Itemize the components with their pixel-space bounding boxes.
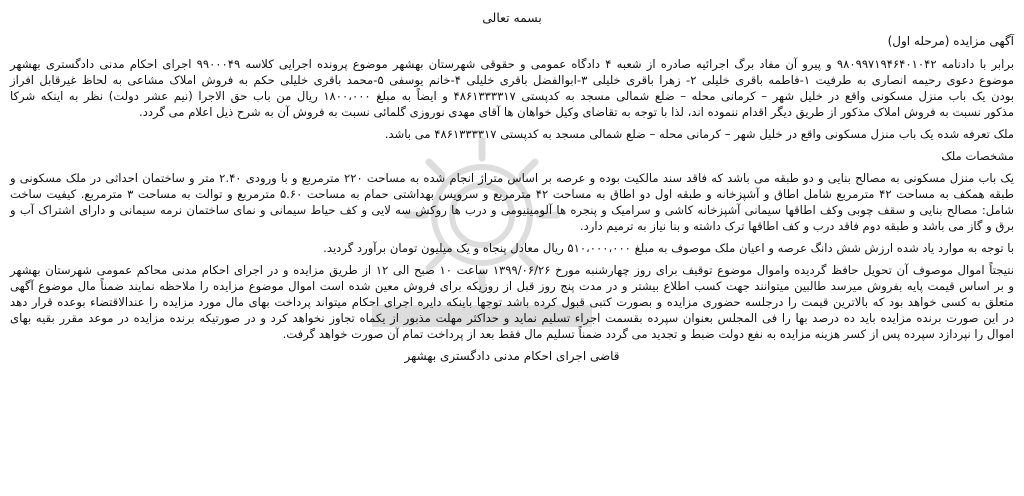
judge-signature: قاضی اجرای احکام مدنی دادگستری بهشهر (404, 349, 620, 363)
announcement-header: آگهی مزایده (مرحله اول) (887, 34, 1014, 48)
property-description: ملک تعرفه شده یک باب منزل مسکونی واقع در خلیل شهر – کرمانی محله – ضلع شمالی مسجد به کدپستی ۴۸۶۱۳۳۳۳۱۷ می باشد. (384, 127, 1014, 141)
valuation-statement: با توجه به موارد یاد شده ارزش شش دانگ عرصه و اعیان ملک موصوف به مبلغ ۵۱۰،۰۰۰،۰۰۰ ریال معادل پنجاه و یک میلیون تومان برآورد گردید. (323, 241, 1014, 255)
document-title: بسمه تعالی (482, 10, 542, 25)
paragraph-line: شامل: مصالح بنایی و سقف چوبی وکف اطاقها سیمانی آشپزخانه کاشی و سرامیک و پنجره ها آلومینیومی و درب ها روکش سه لایی و کف حیاط سیمانی و نمای ساختمان نرمه سیمانی و دارای اشتراک آب و (10, 203, 1014, 217)
paragraph-line: برق و گاز می باشد و طبقه دوم فاقد درب و کف اطاقها ترک داشته و بنا نیاز به ترمیم دارد. (579, 219, 1014, 233)
intro-paragraph (10, 56, 1014, 120)
paragraph-line: در این صورت برنده مزایده باید ده درصد بها را فی المجلس بعنوان سپرده بقسمت اجراء تسلیم نماید و حداکثر مهلت مذبور از یکماه تجاوز نخواهد کرد و در صورتیکه برنده مزایده در موعد مقرر بقیه بهای (10, 311, 1014, 325)
specs-paragraph (10, 170, 1014, 234)
paragraph-line: برابر با دادنامه ۹۸۰۹۹۷۱۹۴۶۴۰۱۰۴۲ و پیرو آن مفاد برگ اجرائیه صادره از شعبه ۴ دادگاه عمومی و حقوقی شهرستان بهشهر موضوع پرونده اجرایی کلاسه ۹۹۰۰۰۴۹ اجرای احکام مدنی دادگستری بهشهر (10, 57, 1014, 71)
paragraph-line: بودن یک باب منزل مسکونی واقع در خلیل شهر – کرمانی محله – ضلع شمالی مسجد به کدپستی ۴۸۶۱۳۳۳۳۱۷ و ایضاً به مبلغ ۱۸۰۰،۰۰۰ ریال من باب حق الاجرا (نیم عشر دولت) نظر به اینکه شرکا (10, 89, 1014, 103)
paragraph-line: مذکور نسبت به فروش املاک مذکور از طریق دیگر اقدام ننموده اند، لذا با توجه به تقاضای وکیل خواهان ها آقای مهدی نوروزی گلمائی نسبت به فروش آن به شرح ذیل اعلام می گردد. (139, 105, 1014, 119)
paragraph-line: موضوع دعوی رحیمه انصاری به طرفیت ۱-فاطمه باقری خلیلی ۲- زهرا باقری خلیلی ۳-ابوالفضل باقری خلیلی ۴-خانم یوسفی ۵-محمد باقری خلیلی حکم به فروش املاک مشاعی به لحاظ غیرقابل افراز (10, 73, 1014, 87)
paragraph-line: یک باب منزل مسکونی به مصالح بنایی و دو طبقه می باشد که فاقد سند مالکیت بوده و عرصه بر اساس متراژ انجام شده به مساحت ۲۲۰ مترمربع و با ورودی ۲.۴۰ متر و ساختمان احداثی در ملک مسکونی و (10, 171, 1014, 185)
paragraph-line: اموال را نپردازد سپرده پس از کسر هزینه مزایده به نفع دولت ضبط و تجدید می گردد ضمناً تسلیم مال فقط بعد از پرداخت تمام آن صورت خواهد گرفت. (282, 327, 1014, 341)
paragraph-line: طبقه همکف به مساحت ۴۲ مترمربع شامل اطاق و آشپزخانه و طبقه اول دو اطاق به مساحت ۴۲ مترمربع و سرویس بهداشتی حمام به مساحت ۵.۶۰ مترمربع و توالت به مساحت ۳ مترمربع. کیفیت ساخت (10, 187, 1014, 201)
paragraph-line: و بر اساس قیمت پایه بفروش میرسد طالبین میتوانند جهت کسب اطلاع بیشتر و در مدت پنج روز قبل از روزیکه برای فروش معین شده است اموال موضوع مزایده را ملاحظه نمایند ضمناً مال موضوع آگهی (10, 279, 1014, 293)
paragraph-line: متعلق به کسی خواهد بود که بالاترین قیمت را درجلسه حضوری مزایده و بصورت کتبی قبول کرده باشد توجها باینکه دایره اجرای احکام میتواند پرداخت بهای مال مورد مزایده را عندالاقتضاء بوعده قرار دهد (10, 295, 1014, 309)
paragraph-line: نتیجتاً اموال موصوف آن تحویل حافظ گردیده واموال موضوع توقیف برای روز چهارشنبه مورخ ۱۳۹۹/۰۶/۲۶ ساعت ۱۰ صبح الی ۱۲ از طریق مزایده و در اجرای احکام مدنی محاکم عمومی شهرستان بهشهر (10, 263, 1015, 277)
property-specs-heading: مشخصات ملک (941, 149, 1014, 163)
auction-terms-paragraph (10, 262, 1014, 342)
